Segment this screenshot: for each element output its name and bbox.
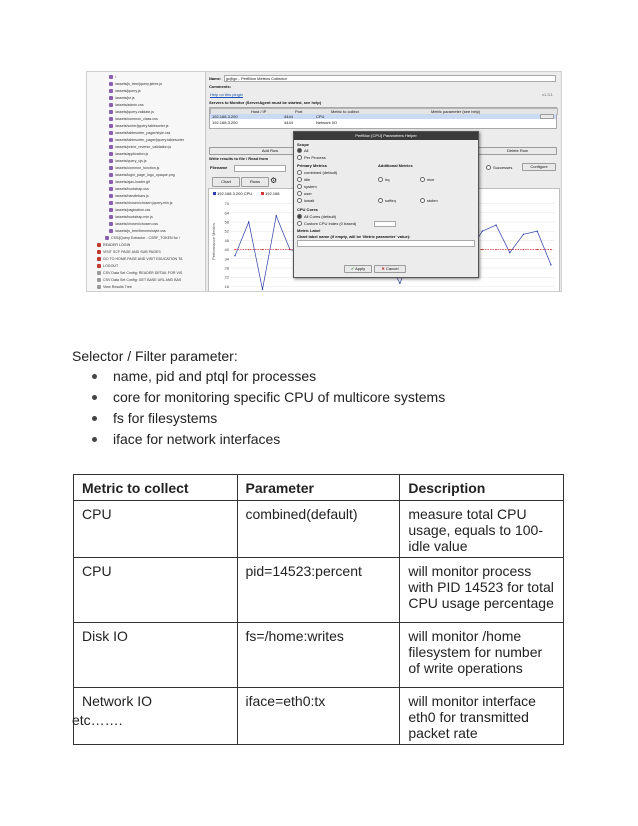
primary-combined-radio[interactable]: combined (default) [297,170,337,175]
sampler-icon [109,82,113,86]
col-port: Port [295,109,303,114]
tree-item[interactable] [105,235,180,241]
row2-port: 4444 [284,120,293,125]
tree-item-label: /assets/js_tree/themes/style.css [115,229,166,233]
cell-description: will monitor process with PID 14523 for total CPU usage percentage [400,558,564,623]
tree-item[interactable] [97,256,182,262]
tab-chart[interactable]: Chart [212,177,240,187]
additional-stolen-radio[interactable]: stolen [420,198,438,203]
tree-item[interactable] [109,158,147,164]
series-point [482,231,483,232]
table-row [74,623,564,688]
additional-nice-radio[interactable]: nice [420,177,434,182]
tree-item-label: /assets/pagination.css [115,208,151,212]
tree-item[interactable] [97,249,161,255]
additional-softirq-radio[interactable]: softirq [378,198,396,203]
filename-label: Filename [210,165,228,170]
delete-row-button[interactable]: Delete Row [478,147,557,155]
sampler-icon [109,173,113,177]
cell-parameter: iface=eth0:tx [237,688,400,745]
tree-item[interactable] [109,165,159,171]
gear-icon[interactable]: ⚙ [270,176,278,185]
tree-item[interactable] [109,207,150,213]
cores-all-radio[interactable]: All Cores (default) [297,214,336,219]
tab-rows[interactable]: Rows [241,177,269,187]
metric-label-heading: Metric Label [297,228,321,233]
tree-item-label: GO TO HOME PAGE AND VISIT EDUCATION TA [103,257,183,261]
tree-item-label: CSS/jQuery Extractor - CSRF_TOKEN for / [111,236,180,240]
tree-item-label: /assets/prime_reverse_validation.js [115,145,172,149]
tree-item-label: /assets/query_ujs.js [115,159,147,163]
tree-item[interactable] [109,74,116,80]
tree-item-label: /assets/admin.css [115,103,144,107]
tree-item[interactable] [109,186,149,192]
series-point [550,249,551,250]
sampler-icon [97,285,101,289]
apply-button[interactable]: ✔ Apply [344,265,372,273]
primary-system-radio[interactable]: system [297,184,317,189]
sampler-icon [109,201,113,205]
tree-item-label: LOGOUT [103,264,119,268]
sampler-icon [109,117,113,121]
sampler-icon [109,152,113,156]
sampler-icon [109,89,113,93]
tree-item-label: /assets/common_function.js [115,166,160,170]
tree-item-label: /assets/common_class.css [115,117,158,121]
cell-metric: CPU [74,558,238,623]
series-point [537,231,538,232]
cpu-cores-label: CPU Cores [297,207,318,212]
tree-item-label: /assets/handlebars.js [115,194,149,198]
additional-irq-radio[interactable]: irq [378,177,389,182]
parameter-bullet-list [89,366,445,450]
list-item: fs for filesystems [89,408,445,429]
table-header-row [74,475,564,501]
tree-item-label: /assets/sorter/jquery.tablesorter.js [115,124,169,128]
col-param: Metric parameter (see help) [431,109,481,114]
series-point [262,289,263,290]
y-tick-label: 64 [224,210,229,216]
cell-description: will monitor /home filesystem for number of write operations [400,623,564,688]
tree-item-label: /assets/jquery.js [115,89,141,93]
table-row [74,501,564,558]
cpu-index-input[interactable] [374,221,396,227]
additional-metrics-label: Additional Metrics [378,163,413,168]
tree-item-label: CSV Data Set Config: READER DETAIL FOR VIS [103,271,183,275]
cell-metric: CPU [74,501,238,558]
sampler-icon [97,243,101,247]
sampler-icon [109,159,113,163]
table-row [74,688,564,745]
series-point [509,252,510,253]
tree-item[interactable] [109,130,170,136]
tree-item[interactable] [109,88,141,94]
trailing-etc: etc……. [72,712,123,728]
cell-description: measure total CPU usage, equals to 100-idle value [400,501,564,558]
jmeter-screenshot [86,71,562,292]
tree-item[interactable] [109,221,158,227]
test-plan-tree [87,72,206,291]
tree-item[interactable] [109,109,154,115]
series-point [276,215,277,216]
y-tick-label: 22 [224,274,229,280]
server-row-selected[interactable] [210,114,556,119]
tree-item-label: VISIT SCF PAGE AND SUB PAGES [103,250,161,254]
tree-item-label: View Results Tree [103,285,132,289]
successes-checkbox[interactable]: Successes [486,165,512,170]
series-point [234,249,235,250]
name-field[interactable]: jp@gc - PerfMon Metrics Collector [224,75,556,82]
help-link[interactable]: Help on this plugin [210,92,243,97]
sampler-icon [109,138,113,142]
tree-item-label: /assets/application.js [115,152,149,156]
scope-label: Scope [297,142,310,147]
version-label: v1.3.1 [542,92,553,97]
cores-custom-radio[interactable]: Custom CPU Index (0 based) [297,221,356,226]
col-metric: Metric to collect [331,109,359,114]
primary-metrics-label: Primary Metrics [297,163,328,168]
tree-item-label: /assets/login_page_logo_opaque.png [115,173,175,177]
tree-item-label: /assets/tablesorter_pager/style.css [115,131,171,135]
series-point [523,234,524,235]
primary-idle-radio[interactable]: idle [297,177,310,182]
series-point [276,249,277,250]
tree-item-label: /assets/chosen/chosen.css [115,222,158,226]
sampler-icon [109,215,113,219]
y-tick-label: 34 [224,256,229,262]
filename-input[interactable] [234,165,286,172]
col-host: Host / IP [251,109,267,114]
selector-heading: Selector / Filter parameter: [72,348,238,364]
tree-item-label: READER LOGIN [103,243,131,247]
series-point [399,283,400,284]
tree-item-label: / [115,75,116,79]
y-tick-label: 70 [224,201,229,207]
name-label: Name: [209,76,222,81]
tree-item[interactable] [109,116,158,122]
cell-metric: Network IO [74,688,238,745]
table-row [74,558,564,623]
sampler-icon [109,187,113,191]
row2-metric: Network I/O [316,120,338,125]
tree-item[interactable] [109,193,149,199]
sampler-icon [97,278,101,282]
tree-item[interactable] [109,228,166,234]
sampler-icon [109,103,113,107]
list-item: core for monitoring specific CPU of multicore systems [89,387,445,408]
series-point [262,249,263,250]
primary-iowait-radio[interactable]: iowait [297,198,314,203]
sampler-icon [109,222,113,226]
tree-item[interactable] [97,284,132,290]
series-point [509,249,510,250]
sampler-icon [109,180,113,184]
y-tick-label: 40 [224,247,229,253]
cell-description: will monitor interface eth0 for transmitted packet rate [400,688,564,745]
list-item: name, pid and ptql for processes [89,366,445,387]
tree-item[interactable] [97,263,118,269]
tree-item[interactable] [109,179,150,185]
tree-item-label: /assets/bootstrap.css [115,187,149,191]
sampler-icon [97,257,101,261]
metrics-table [73,474,564,745]
tree-item-label: /assets/tablesorter_pager/jquery.tablesorter [115,138,185,142]
series-point [495,249,496,250]
sampler-icon [109,110,113,114]
sampler-icon [109,229,113,233]
scope-all-radio[interactable]: All [297,148,308,153]
add-row-button[interactable]: Add Row [209,147,331,155]
bullet-icon [92,395,97,400]
row1-host: 192.168.3.200 [212,114,238,119]
sampler-icon [109,145,113,149]
y-axis-label: Performance Metrics [210,223,216,260]
tree-item[interactable] [109,200,172,206]
tree-item[interactable] [97,270,182,276]
sampler-icon [109,208,113,212]
tree-item-label: /assets/ajax-loader.gif [115,180,150,184]
series-point [234,255,235,256]
primary-user-radio[interactable]: user [297,191,312,196]
sampler-icon [109,194,113,198]
tree-item[interactable] [109,144,171,150]
cancel-button[interactable]: ✖ Cancel [374,265,406,273]
series-point [482,249,483,250]
sampler-icon [109,131,113,135]
cell-parameter: pid=14523:percent [237,558,400,623]
y-tick-label: 16 [224,283,229,289]
y-tick-label: 46 [224,237,229,243]
series-point [248,221,249,222]
series-point [248,249,249,250]
tree-item-label: /assets/chosen/chosen.jquery.min.js [115,201,173,205]
tree-item[interactable] [109,137,184,143]
cpu-params-dialog [293,131,479,278]
sampler-icon [109,166,113,170]
tree-item[interactable] [109,123,168,129]
tree-item-label: /assets/js_tree/jquery.jstree.js [115,82,163,86]
chart-label-input[interactable] [297,240,475,247]
tree-item-label: /assets/bootstrap.min.js [115,215,153,219]
tree-item-label: /assets/jquery.validate.js [115,110,154,114]
chart-label-prompt: Chart label name (if empty, will be 'Metric parameter' value): [297,234,411,239]
tree-item[interactable] [109,95,135,101]
header-description: Description [400,475,564,501]
series-point [495,224,496,225]
write-results-label: Write results to file / Read from [209,156,269,161]
bullet-icon [92,437,97,442]
tree-item-label: CSV Data Set Config: GET BASE URL AND BAS [103,278,182,282]
sampler-icon [97,250,101,254]
legend-cpu: 192.168.3.200 CPU [213,191,252,196]
series-point [523,249,524,250]
configure-button[interactable]: Configure [522,163,556,171]
tree-item[interactable] [109,151,148,157]
y-tick-label: 52 [224,228,229,234]
servers-title: Servers to Monitor (ServerAgent must be started, see help) [209,100,322,105]
param-edit-button[interactable] [540,114,554,119]
tree-item[interactable] [109,172,175,178]
y-tick-label: 58 [224,219,229,225]
series-point [550,264,551,265]
bullet-icon [92,374,97,379]
bullet-icon [92,416,97,421]
series-point [289,249,290,250]
tree-item[interactable] [97,277,181,283]
sampler-icon [109,75,113,79]
sampler-icon [109,124,113,128]
series-point [537,249,538,250]
row2-host: 192.168.3.200 [212,120,238,125]
header-parameter: Parameter [237,475,400,501]
tree-item[interactable] [97,242,130,248]
scope-per-process-radio[interactable]: Per Process [297,155,326,160]
list-item: iface for network interfaces [89,429,445,450]
comments-label: Comments: [209,84,232,89]
sampler-icon [105,236,109,240]
tree-item[interactable] [109,81,162,87]
cell-metric: Disk IO [74,623,238,688]
legend-second: 192.168 [261,191,279,196]
y-tick-label: 28 [224,265,229,271]
sampler-icon [97,271,101,275]
cell-parameter: fs=/home:writes [237,623,400,688]
cell-parameter: combined(default) [237,501,400,558]
row1-port: 4444 [284,114,293,119]
tree-item[interactable] [109,102,144,108]
tree-item-label: /assets/jsr.js [115,96,135,100]
servers-table [209,107,557,129]
dialog-title: PerfMon [CPU] Parameters Helper [294,132,478,140]
tree-item[interactable] [109,214,153,220]
row1-metric: CPU [316,114,325,119]
sampler-icon [109,96,113,100]
header-metric: Metric to collect [74,475,238,501]
sampler-icon [97,264,101,268]
